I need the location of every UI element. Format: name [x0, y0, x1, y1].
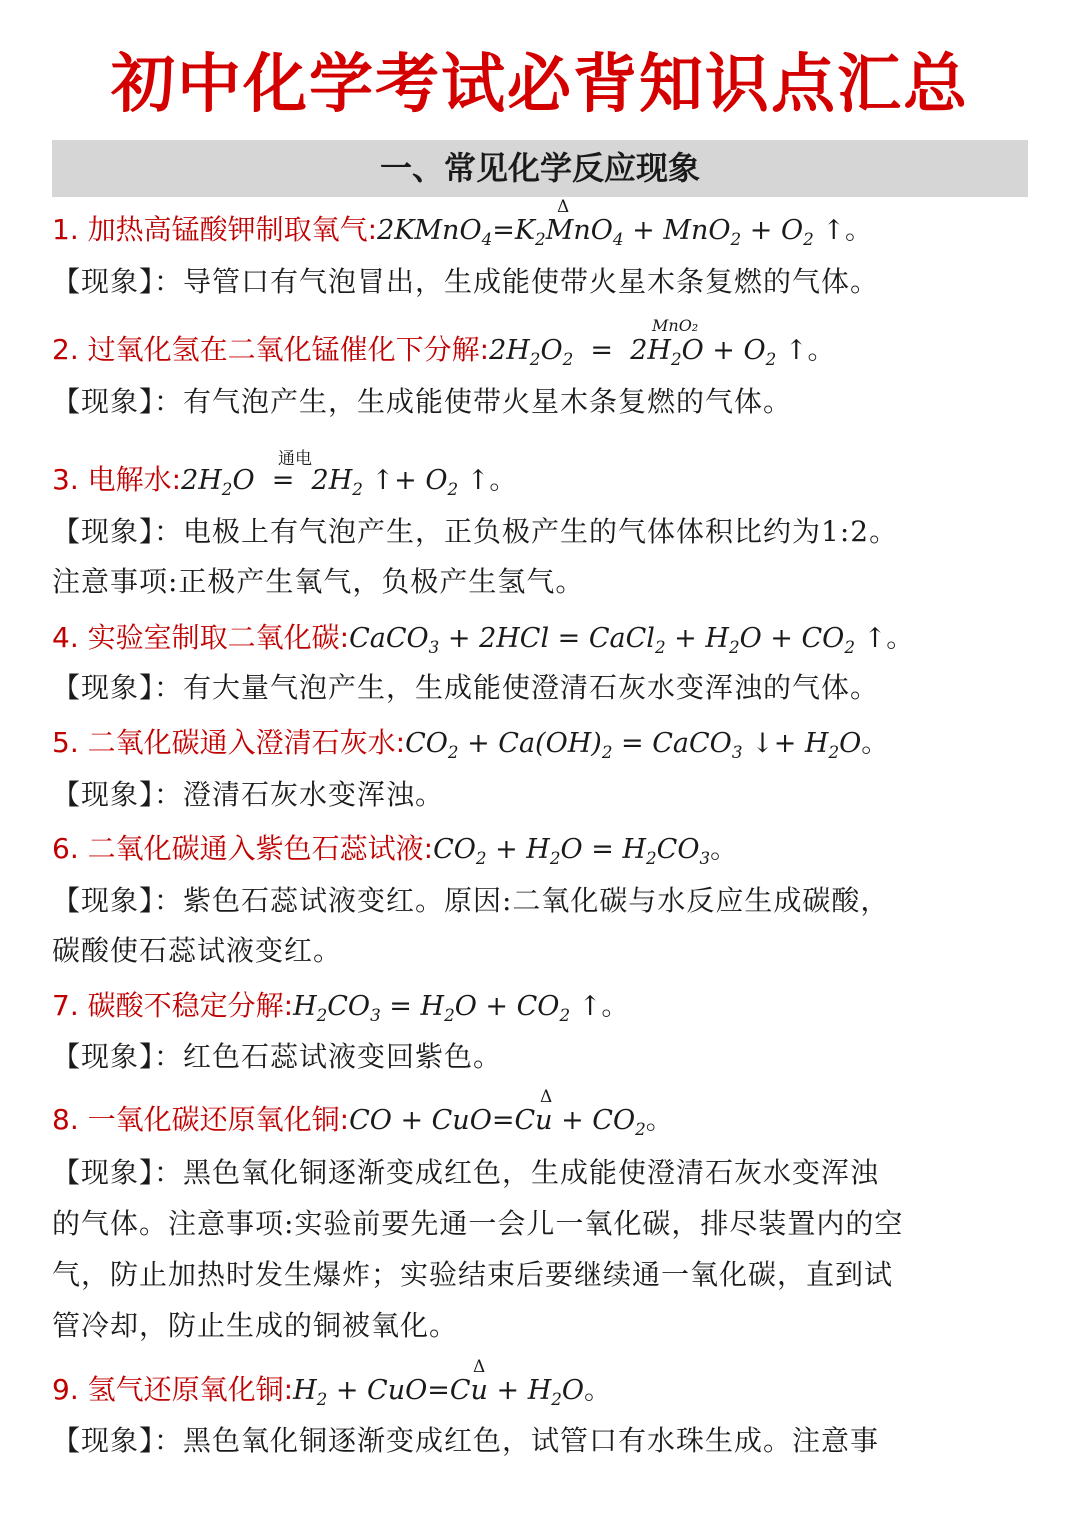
reaction-9: [52, 1370, 1032, 1411]
reaction-2-title: 2. 过氧化氢在二氧化锰催化下分解:: [52, 333, 490, 366]
reaction-7-equation: $H_2CO_3 = H_2O + CO_2$ ↑。: [293, 991, 629, 1025]
reaction-4-title: 4. 实验室制取二氧化碳:: [52, 621, 350, 654]
reaction-9-title: 9. 氢气还原氧化铜:: [52, 1373, 294, 1406]
reaction-9-equation: $H_2 + CuO=Cu + H_2O$。: [293, 1375, 612, 1409]
reaction-6-phenomenon-cont: 碳酸使石蕊试液变红。: [52, 934, 343, 967]
reaction-8-phenomenon: 【现象】：黑色氧化铜逐渐变成红色，生成能使澄清石灰水变浑浊: [52, 1156, 880, 1189]
reaction-3-title: 3. 电解水:: [52, 463, 182, 496]
reaction-3-note: 注意事项:正极产生氧气，负极产生氢气。: [52, 565, 585, 598]
reaction-8-condition: Δ: [540, 1087, 553, 1107]
reaction-5-equation: $CO_2 + Ca(OH)_2$ = CaCO$_3$ ↓+ $H_2O$。: [405, 728, 889, 762]
section-title: 一、常见化学反应现象: [379, 149, 700, 187]
reaction-2-condition: MnO₂: [652, 316, 699, 335]
reaction-6: [52, 829, 1032, 870]
reaction-8-phenomenon-3: 气，防止加热时发生爆炸；实验结束后要继续通一氧化碳，直到试: [52, 1258, 894, 1291]
section-header: [52, 140, 1028, 197]
page-title: 初中化学考试必背知识点汇总: [111, 48, 969, 122]
reaction-7: [52, 986, 1032, 1027]
reaction-2-equation: $2H_2O_2 = 2H_2O + O_2$ ↑。: [489, 335, 835, 369]
reaction-9-phenomenon: 【现象】：黑色氧化铜逐渐变成红色，试管口有水珠生成。注意事: [52, 1424, 880, 1457]
reaction-3-phenomenon: 【现象】：电极上有气泡产生，正负极产生的气体体积比约为1:2。: [52, 515, 899, 548]
reaction-5: [52, 723, 1032, 764]
reaction-6-title: 6. 二氧化碳通入紫色石蕊试液:: [52, 832, 434, 865]
reaction-3-condition: 通电: [278, 449, 312, 469]
reaction-1-equation: $2KMnO_4=K_2MnO_4 + MnO_2 + O_2$ ↑。: [377, 215, 872, 249]
reaction-1: [52, 210, 1032, 251]
reaction-2: [52, 330, 1032, 371]
reaction-4-equation: CaCO$_3$ + 2HCl = CaCl$_2$ + $H_2O + CO_2$ ↑。: [349, 623, 914, 657]
reaction-9-condition: Δ: [473, 1357, 486, 1377]
reaction-8-equation: CO + $CuO=Cu + CO_2$。: [349, 1105, 673, 1139]
reaction-6-equation: $CO_2 + H_2O = H_2CO_3$。: [433, 834, 738, 868]
reaction-5-title: 5. 二氧化碳通入澄清石灰水:: [52, 726, 406, 759]
reaction-6-phenomenon: 【现象】：紫色石蕊试液变红。原因:二氧化碳与水反应生成碳酸，: [52, 884, 890, 917]
reaction-8-phenomenon-4: 管冷却，防止生成的铜被氧化。: [52, 1309, 459, 1342]
reaction-5-phenomenon: 【现象】：澄清石灰水变浑浊。: [52, 778, 445, 811]
reaction-7-title: 7. 碳酸不稳定分解:: [52, 989, 294, 1022]
reaction-4: [52, 618, 1032, 659]
reaction-2-phenomenon: 【现象】：有气泡产生，生成能使带火星木条复燃的气体。: [52, 385, 793, 418]
reaction-8-title: 8. 一氧化碳还原氧化铜:: [52, 1103, 350, 1136]
reaction-3: [52, 460, 1032, 501]
reaction-1-title: 1. 加热高锰酸钾制取氧气:: [52, 213, 378, 246]
reaction-3-equation: $2H_2O = 2H_2$ ↑+ $O_2$ ↑。: [181, 465, 517, 499]
reaction-4-phenomenon: 【现象】：有大量气泡产生，生成能使澄清石灰水变浑浊的气体。: [52, 671, 880, 704]
reaction-1-phenomenon: 【现象】：导管口有气泡冒出，生成能使带火星木条复燃的气体。: [52, 265, 880, 298]
reaction-8-phenomenon-2: 的气体。注意事项:实验前要先通一会儿一氧化碳，排尽装置内的空: [52, 1207, 904, 1240]
reaction-1-condition: Δ: [557, 197, 570, 217]
reaction-7-phenomenon: 【现象】：红色石蕊试液变回紫色。: [52, 1040, 503, 1073]
